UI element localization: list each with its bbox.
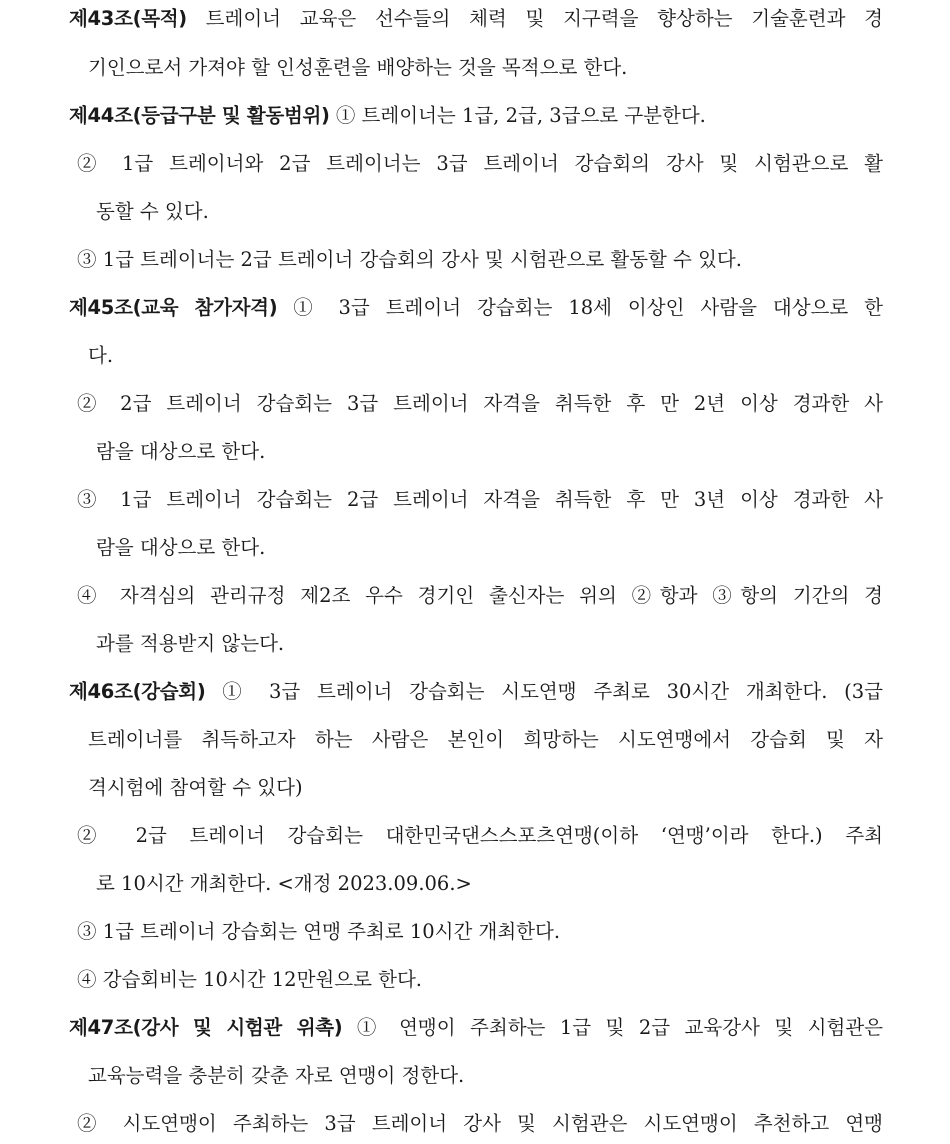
article-45-clause-2-cont: 람을 대상으로 한다. [96,440,266,463]
article-46-clause-1: ① 3급 트레이너 강습회는 시도연맹 주최로 30시간 개최한다. (3급 [222,680,883,703]
article-44-line-3 [0,197,950,227]
article-46-clause-1-cont-1: 트레이너를 취득하고자 하는 사람은 본인이 희망하는 시도연맹에서 강습회 및 자 [88,728,883,751]
article-45-line-8 [0,629,950,659]
article-44-line-1 [0,101,950,131]
article-46-line-2 [0,725,883,755]
article-45-line-2 [0,341,950,371]
article-45-clause-1: ① 3급 트레이너 강습회는 18세 이상인 사람을 대상으로 한 [293,296,884,319]
article-47-title: 제47조(강사 및 시험관 위촉) [69,1016,343,1039]
article-46-line-3 [0,773,950,803]
article-45-line-5 [0,485,883,515]
article-47-clause-1-cont: 교육능력을 충분히 갖춘 자로 연맹이 정한다. [88,1064,465,1087]
article-46-line-5 [0,869,950,899]
article-46-line-7 [0,965,950,995]
article-43-text-2: 기인으로서 가져야 할 인성훈련을 배양하는 것을 목적으로 한다. [88,56,628,79]
article-47-line-3 [0,1109,883,1139]
article-46-clause-3: ③ 1급 트레이너 강습회는 연맹 주최로 10시간 개최한다. [77,920,561,943]
article-44-title: 제44조(등급구분 및 활동범위) [69,104,330,127]
article-46-clause-4: ④ 강습회비는 10시간 12만원으로 한다. [77,968,422,991]
article-45-clause-4-cont: 과를 적용받지 않는다. [96,632,285,655]
article-45-clause-3: ③ 1급 트레이너 강습회는 2급 트레이너 자격을 취득한 후 만 3년 이상 경과한 사 [77,488,883,511]
article-45-title: 제45조(교육 참가자격) [69,296,278,319]
article-43-text-1: 트레이너 교육은 선수들의 체력 및 지구력을 향상하는 기술훈련과 경 [205,7,884,30]
article-45-line-7 [0,581,883,611]
article-46-line-1 [0,677,883,707]
article-47-line-1 [0,1013,883,1043]
article-45-line-4 [0,437,950,467]
article-43-title: 제43조(목적) [69,7,187,30]
article-46-line-4 [0,821,883,851]
article-45-clause-4: ④ 자격심의 관리규정 제2조 우수 경기인 출신자는 위의 ②항과 ③항의 기간의 경 [77,584,883,607]
article-45-clause-1-cont: 다. [88,344,114,367]
article-44-clause-2-cont: 동할 수 있다. [96,200,209,223]
article-46-clause-2: ② 2급 트레이너 강습회는 대한민국댄스스포츠연맹(이하 ‘연맹’이라 한다.) 주최 [77,824,883,847]
article-44-clause-2: ② 1급 트레이너와 2급 트레이너는 3급 트레이너 강습회의 강사 및 시험관으로 활 [77,152,883,175]
article-44-clause-3: ③ 1급 트레이너는 2급 트레이너 강습회의 강사 및 시험관으로 활동할 수 있다. [77,248,742,271]
article-46-line-6 [0,917,950,947]
article-45-clause-3-cont: 람을 대상으로 한다. [96,536,266,559]
article-47-line-2 [0,1061,950,1091]
article-45-line-1 [0,293,883,323]
article-45-clause-2: ② 2급 트레이너 강습회는 3급 트레이너 자격을 취득한 후 만 2년 이상 경과한 사 [77,392,883,415]
article-44-clause-1: ① 트레이너는 1급, 2급, 3급으로 구분한다. [335,104,706,127]
article-46-clause-1-cont-2: 격시험에 참여할 수 있다) [88,776,303,799]
article-46-clause-2-cont: 로 10시간 개최한다. <개정 2023.09.06.> [96,872,472,895]
article-43-line-2 [0,53,950,83]
article-45-line-3 [0,389,883,419]
article-44-line-2 [0,149,883,179]
article-46-title: 제46조(강습회) [69,680,206,703]
article-44-line-4 [0,245,950,275]
article-45-line-6 [0,533,950,563]
article-47-clause-2: ② 시도연맹이 주최하는 3급 트레이너 강사 및 시험관은 시도연맹이 추천하고 연맹 [77,1112,883,1135]
article-43-line-1 [0,4,883,34]
article-47-clause-1: ① 연맹이 주최하는 1급 및 2급 교육강사 및 시험관은 [356,1016,884,1039]
